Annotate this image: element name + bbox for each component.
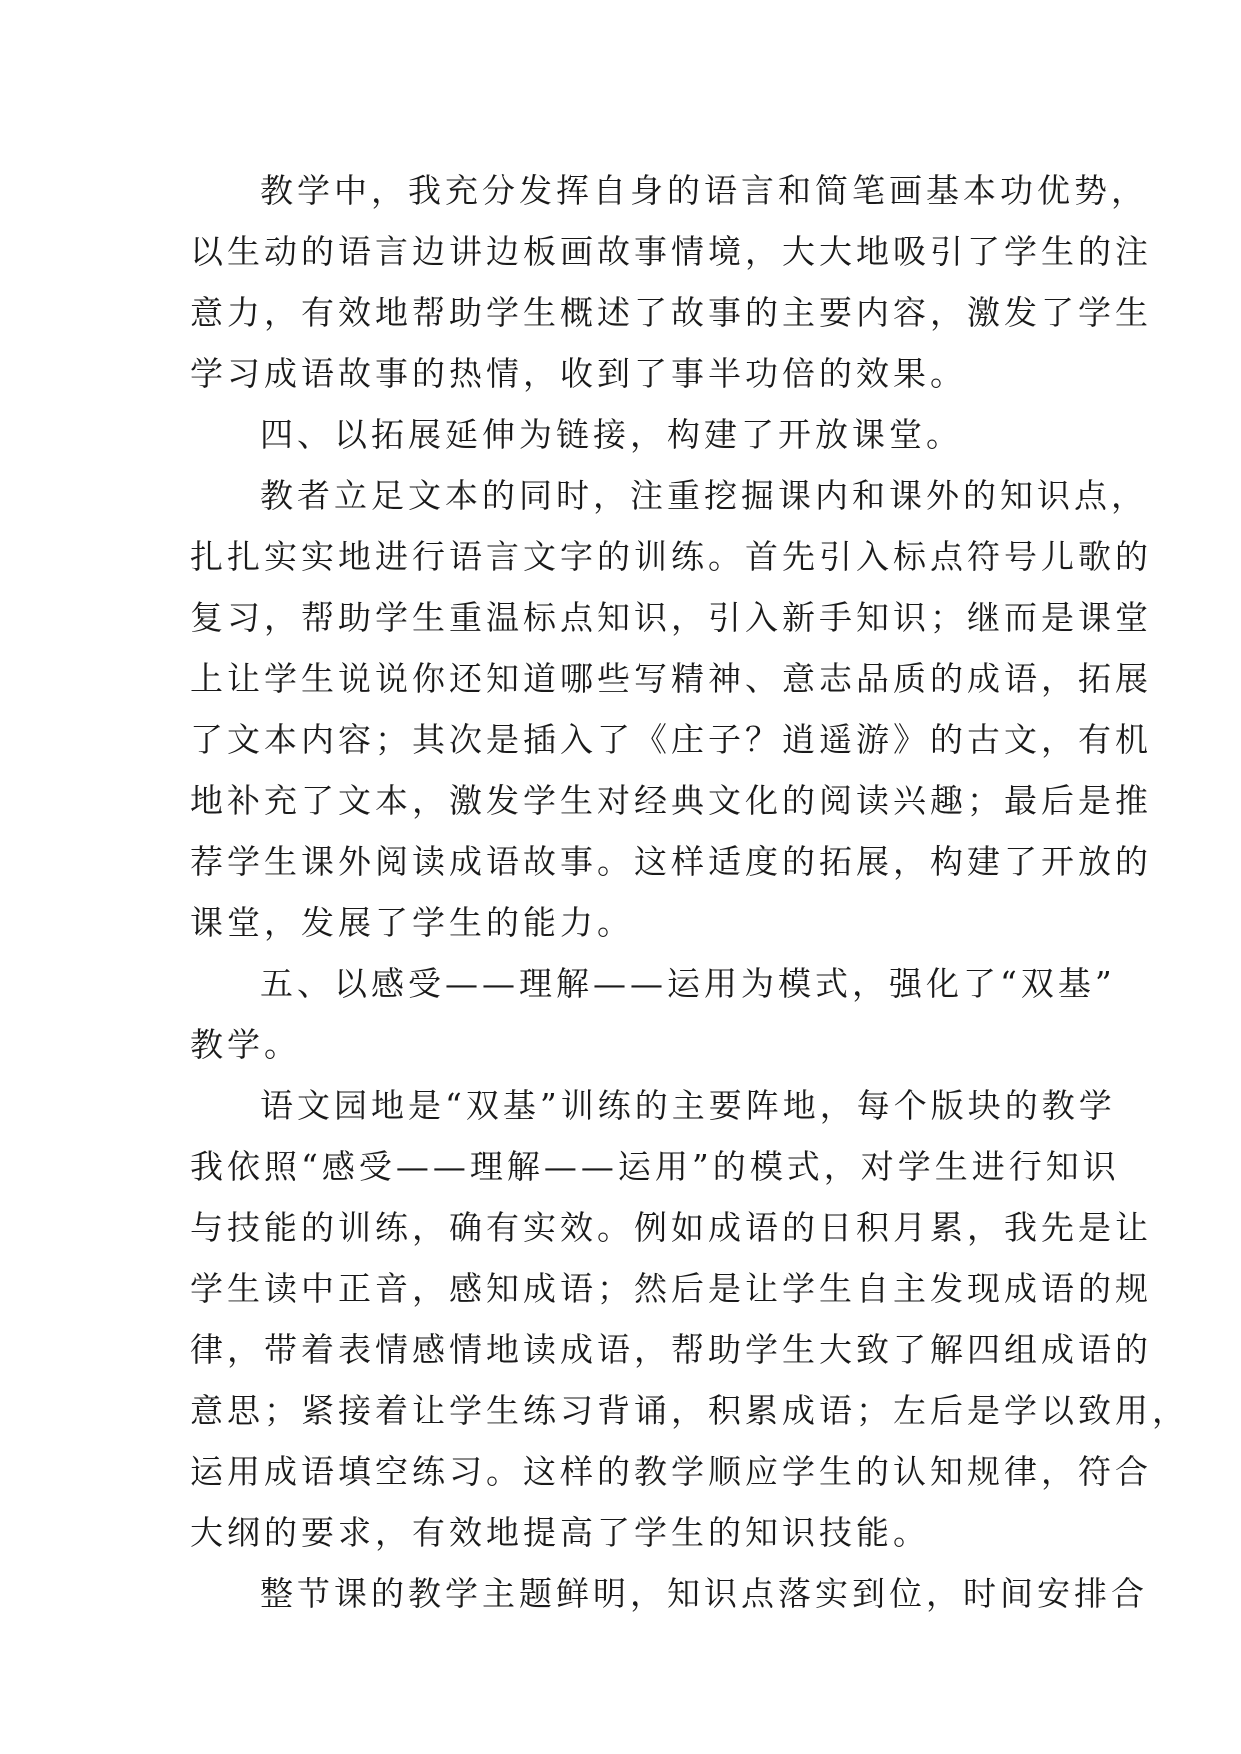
text-line: 复习，帮助学生重温标点知识，引入新手知识；继而是课堂 bbox=[190, 598, 1152, 637]
text-line: 荐学生课外阅读成语故事。这样适度的拓展，构建了开放的 bbox=[190, 842, 1152, 881]
text-line: 以生动的语言边讲边板画故事情境，大大地吸引了学生的注 bbox=[190, 232, 1152, 271]
section-heading: 四、以拓展延伸为链接，构建了开放课堂。 bbox=[260, 415, 963, 454]
text-line: 整节课的教学主题鲜明，知识点落实到位，时间安排合 bbox=[260, 1574, 1148, 1613]
text-line: 地补充了文本，激发学生对经典文化的阅读兴趣；最后是推 bbox=[190, 781, 1152, 820]
text-line: 运用成语填空练习。这样的教学顺应学生的认知规律，符合 bbox=[190, 1452, 1152, 1491]
text-line: 教学中，我充分发挥自身的语言和简笔画基本功优势， bbox=[260, 171, 1148, 210]
text-line: 了文本内容；其次是插入了《庄子？逍遥游》的古文，有机 bbox=[190, 720, 1152, 759]
text-line: 扎扎实实地进行语言文字的训练。首先引入标点符号儿歌的 bbox=[190, 537, 1152, 576]
section-heading: 五、以感受——理解——运用为模式，强化了“双基” bbox=[260, 964, 1116, 1003]
text-line: 律，带着表情感情地读成语，帮助学生大致了解四组成语的 bbox=[190, 1330, 1152, 1369]
text-line: 与技能的训练，确有实效。例如成语的日积月累，我先是让 bbox=[190, 1208, 1152, 1247]
text-line: 意思；紧接着让学生练习背诵，积累成语；左后是学以致用， bbox=[190, 1391, 1189, 1430]
text-line: 大纲的要求，有效地提高了学生的知识技能。 bbox=[190, 1513, 930, 1552]
text-line: 我依照“感受——理解——运用”的模式，对学生进行知识 bbox=[190, 1147, 1120, 1186]
text-line: 上让学生说说你还知道哪些写精神、意志品质的成语，拓展 bbox=[190, 659, 1152, 698]
text-line: 语文园地是“双基”训练的主要阵地，每个版块的教学 bbox=[260, 1086, 1116, 1125]
text-line: 学生读中正音，感知成语；然后是让学生自主发现成语的规 bbox=[190, 1269, 1152, 1308]
text-line: 教者立足文本的同时，注重挖掘课内和课外的知识点， bbox=[260, 476, 1148, 515]
text-line: 意力，有效地帮助学生概述了故事的主要内容，激发了学生 bbox=[190, 293, 1152, 332]
section-heading-continued: 教学。 bbox=[190, 1025, 301, 1064]
text-line: 学习成语故事的热情，收到了事半功倍的效果。 bbox=[190, 354, 967, 393]
body-text bbox=[190, 160, 1189, 1624]
text-line: 课堂，发展了学生的能力。 bbox=[190, 903, 634, 942]
